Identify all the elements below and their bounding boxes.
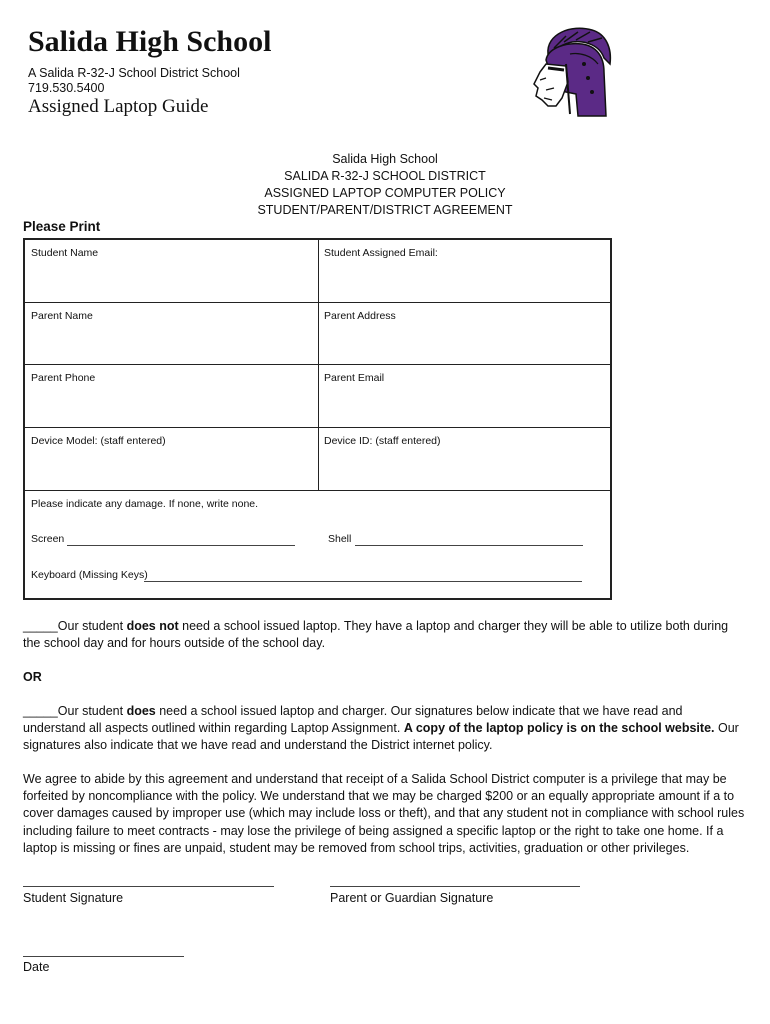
date-line[interactable] xyxy=(23,956,184,957)
parent-address-label: Parent Address xyxy=(324,310,396,322)
policy-heading-district: SALIDA R-32-J SCHOOL DISTRICT xyxy=(284,169,486,183)
student-signature-line[interactable] xyxy=(23,886,274,887)
policy-heading-school: Salida High School xyxy=(332,152,438,166)
device-model-label: Device Model: (staff entered) xyxy=(31,435,166,447)
keyboard-damage-line[interactable] xyxy=(144,581,582,582)
option-does-not-need: _____Our student does not need a school issued laptop. They have a laptop and charger they will be able to utilize both during the school day and for hours outside of the school day. xyxy=(23,619,729,651)
device-model-field[interactable] xyxy=(25,428,318,490)
school-phone: 719.530.5400 xyxy=(28,81,105,95)
device-id-label: Device ID: (staff entered) xyxy=(324,435,441,447)
spartan-helmet-logo-icon xyxy=(526,24,616,120)
checkbox-blank[interactable]: _____ xyxy=(23,619,58,633)
parent-address-field[interactable] xyxy=(318,303,612,365)
damage-prompt: Please indicate any damage. If none, write none. xyxy=(31,498,259,510)
screen-damage-label: Screen xyxy=(31,533,65,545)
or-separator: OR xyxy=(23,670,42,684)
checkbox-blank[interactable]: _____ xyxy=(23,704,58,718)
please-print-label: Please Print xyxy=(23,219,101,234)
parent-name-field[interactable] xyxy=(25,303,318,365)
parent-signature-line[interactable] xyxy=(330,886,580,887)
shell-damage-label: Shell xyxy=(328,533,352,545)
district-line: A Salida R-32-J School District School xyxy=(28,66,240,80)
student-info-form xyxy=(23,238,612,600)
student-name-field[interactable] xyxy=(25,240,318,302)
parent-email-field[interactable] xyxy=(318,365,612,427)
parent-signature-label: Parent or Guardian Signature xyxy=(330,891,494,905)
parent-email-label: Parent Email xyxy=(324,372,385,384)
policy-heading-policy: ASSIGNED LAPTOP COMPUTER POLICY xyxy=(264,186,506,200)
parent-phone-label: Parent Phone xyxy=(31,372,96,384)
school-name: Salida High School xyxy=(28,25,272,58)
student-signature-label: Student Signature xyxy=(23,891,124,905)
policy-heading-agreement: STUDENT/PARENT/DISTRICT AGREEMENT xyxy=(257,203,513,217)
device-id-field[interactable] xyxy=(318,428,612,490)
parent-name-label: Parent Name xyxy=(31,310,93,322)
guide-title: Assigned Laptop Guide xyxy=(28,96,209,117)
option-does-need: _____Our student does need a school issued laptop and charger. Our signatures below indicate that we have read and understand all aspects outlined within regarding Laptop Assignment. A copy of the laptop policy is on the school website. Our signatures also indicate that we have read and understand the District internet policy. xyxy=(23,704,739,753)
agreement-paragraph: We agree to abide by this agreement and understand that receipt of a Salida School District computer is a privilege that may be forfeited by noncompliance with the policy. We understand that we may be charged $200 or an equally appropriate amount if a to cover damages caused by improper use (which may include loss or theft), and that any student not in compliance with school rules including failure to meet contracts - may lose the privilege of being assigned a specific laptop or the right to take one home. If a laptop is missing or fines are unpaid, student may be removed from school trips, activities, graduation or other privileges. xyxy=(23,772,745,855)
keyboard-damage-label: Keyboard (Missing Keys) xyxy=(31,569,148,581)
date-label: Date xyxy=(23,960,50,974)
parent-phone-field[interactable] xyxy=(25,365,318,427)
screen-damage-line[interactable] xyxy=(67,545,295,546)
student-email-label: Student Assigned Email: xyxy=(324,247,438,259)
student-email-field[interactable] xyxy=(318,240,612,302)
row-divider xyxy=(25,490,610,491)
student-name-label: Student Name xyxy=(31,247,99,259)
shell-damage-line[interactable] xyxy=(355,545,583,546)
